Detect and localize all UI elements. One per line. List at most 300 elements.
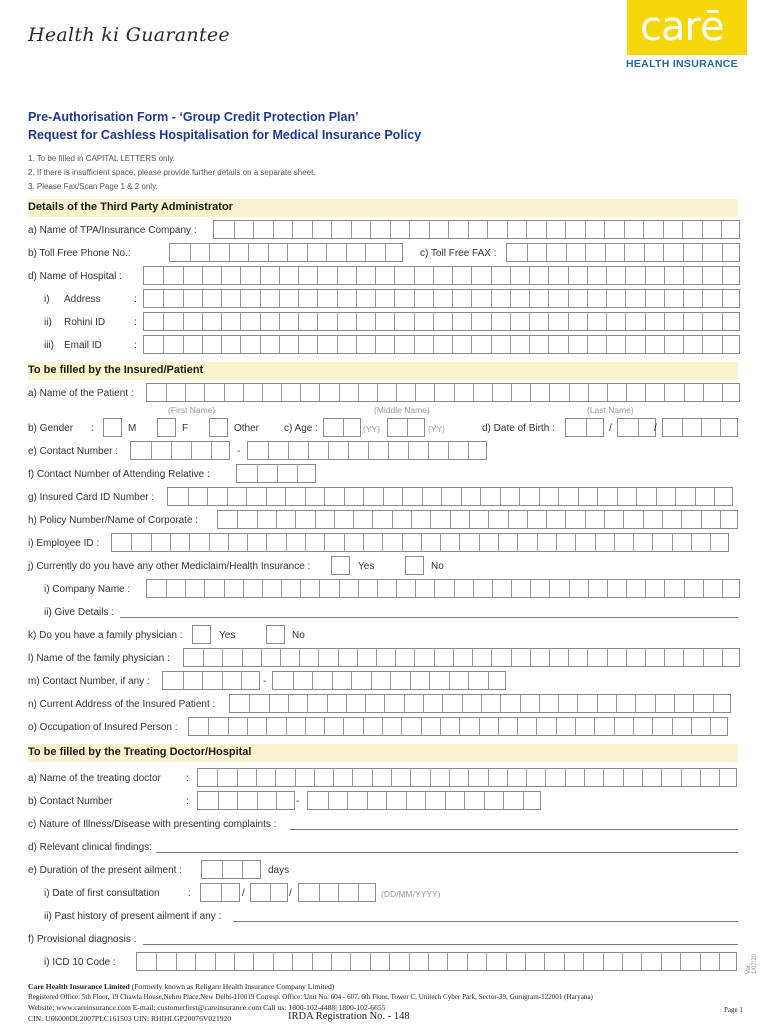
contact-code-boxes[interactable] xyxy=(130,441,230,460)
box-divider xyxy=(344,534,345,551)
box-divider xyxy=(500,695,501,712)
contact-dash: - xyxy=(237,446,241,457)
box-divider xyxy=(202,672,203,689)
box-divider xyxy=(209,534,210,551)
box-divider xyxy=(390,221,391,238)
box-divider xyxy=(370,953,371,970)
toll-free-fax-label: c) Toll Free FAX : xyxy=(420,248,497,259)
other-insurance-no-checkbox[interactable] xyxy=(405,556,424,575)
physician-contact-number-boxes[interactable] xyxy=(272,671,506,690)
box-divider xyxy=(257,511,258,528)
box-divider xyxy=(189,534,190,551)
doctor-contact-code-boxes[interactable] xyxy=(197,791,295,810)
other-insurance-yes-label: Yes xyxy=(358,561,375,572)
box-divider xyxy=(595,534,596,551)
email-id-boxes[interactable] xyxy=(143,335,740,354)
box-divider xyxy=(392,511,393,528)
patient-name-boxes[interactable] xyxy=(146,383,740,402)
toll-free-phone-boxes[interactable] xyxy=(169,243,403,262)
box-divider xyxy=(270,884,271,901)
family-physician-no-checkbox[interactable] xyxy=(266,625,285,644)
box-divider xyxy=(452,290,453,307)
box-divider xyxy=(568,649,569,666)
box-divider xyxy=(468,221,469,238)
box-divider xyxy=(607,384,608,401)
box-divider xyxy=(569,580,570,597)
clinical-findings-line[interactable] xyxy=(156,852,738,853)
box-divider xyxy=(520,695,521,712)
box-divider xyxy=(434,384,435,401)
box-divider xyxy=(603,953,604,970)
box-divider xyxy=(588,580,589,597)
ailment-duration-days: days xyxy=(268,865,290,876)
box-divider xyxy=(269,695,270,712)
box-divider xyxy=(721,221,722,238)
box-divider xyxy=(527,244,528,261)
box-divider xyxy=(328,442,329,459)
box-divider xyxy=(663,244,664,261)
box-divider xyxy=(473,580,474,597)
box-divider xyxy=(492,384,493,401)
rohini-id-boxes[interactable] xyxy=(143,312,740,331)
box-divider xyxy=(633,718,634,735)
dob-month-boxes[interactable] xyxy=(617,418,656,437)
email-label: Email ID xyxy=(64,340,102,351)
box-divider xyxy=(396,580,397,597)
box-divider xyxy=(544,953,545,970)
box-divider xyxy=(331,221,332,238)
box-divider xyxy=(183,290,184,307)
box-divider xyxy=(586,419,587,436)
box-divider xyxy=(305,488,306,505)
logo-subtitle: HEALTH INSURANCE xyxy=(626,58,738,70)
box-divider xyxy=(276,511,277,528)
dob-day-boxes[interactable] xyxy=(565,418,604,437)
treating-doctor-colon: : xyxy=(186,773,189,784)
box-divider xyxy=(389,953,390,970)
box-divider xyxy=(375,336,376,353)
box-divider xyxy=(371,672,372,689)
box-divider xyxy=(568,267,569,284)
box-divider xyxy=(242,861,243,878)
first-name-hint: (First Name) xyxy=(168,405,216,415)
box-divider xyxy=(171,442,172,459)
box-divider xyxy=(343,419,344,436)
box-divider xyxy=(643,221,644,238)
box-divider xyxy=(222,672,223,689)
box-divider xyxy=(577,695,578,712)
box-divider xyxy=(372,511,373,528)
box-divider xyxy=(286,534,287,551)
box-divider xyxy=(396,384,397,401)
first-consultation-day-boxes[interactable] xyxy=(200,883,240,902)
company-name-label: i) Company Name : xyxy=(44,584,131,595)
physician-name-boxes[interactable] xyxy=(183,648,740,667)
dob-year-boxes[interactable] xyxy=(662,418,738,437)
box-divider xyxy=(433,267,434,284)
box-divider xyxy=(163,267,164,284)
contact-number-boxes[interactable] xyxy=(247,441,487,460)
box-divider xyxy=(190,244,191,261)
box-divider xyxy=(683,649,684,666)
box-divider xyxy=(195,953,196,970)
box-divider xyxy=(382,534,383,551)
policy-number-label: h) Policy Number/Name of Corporate : xyxy=(28,515,199,526)
box-divider xyxy=(472,649,473,666)
box-divider xyxy=(433,290,434,307)
box-divider xyxy=(331,953,332,970)
box-divider xyxy=(429,221,430,238)
box-divider xyxy=(645,313,646,330)
box-divider xyxy=(411,511,412,528)
family-physician-yes-checkbox[interactable] xyxy=(192,625,211,644)
provisional-diagnosis-line[interactable] xyxy=(143,944,738,945)
gender-other-checkbox[interactable] xyxy=(209,418,228,437)
physician-name-label: l) Name of the family physician : xyxy=(28,653,170,664)
box-divider xyxy=(597,488,598,505)
section-patient-heading: To be filled by the Insured/Patient xyxy=(28,362,738,380)
box-divider xyxy=(508,511,509,528)
box-divider xyxy=(242,649,243,666)
box-divider xyxy=(185,580,186,597)
box-divider xyxy=(222,861,223,878)
physician-contact-code-boxes[interactable] xyxy=(162,671,260,690)
box-divider xyxy=(558,695,559,712)
age-years-boxes[interactable] xyxy=(323,418,361,437)
box-divider xyxy=(459,534,460,551)
box-divider xyxy=(556,718,557,735)
box-divider xyxy=(539,695,540,712)
box-divider xyxy=(221,267,222,284)
box-divider xyxy=(249,695,250,712)
doctor-contact-colon: : xyxy=(186,796,189,807)
box-divider xyxy=(585,221,586,238)
family-physician-label: k) Do you have a family physician : xyxy=(28,630,183,641)
box-divider xyxy=(394,290,395,307)
box-divider xyxy=(221,336,222,353)
box-divider xyxy=(356,267,357,284)
box-divider xyxy=(481,695,482,712)
other-insurance-yes-checkbox[interactable] xyxy=(331,556,350,575)
tpa-name-boxes[interactable] xyxy=(213,220,740,239)
box-divider xyxy=(299,649,300,666)
company-name-boxes[interactable] xyxy=(146,579,740,598)
box-divider xyxy=(202,313,203,330)
box-divider xyxy=(204,580,205,597)
box-divider xyxy=(664,313,665,330)
box-divider xyxy=(262,580,263,597)
gender-f-checkbox[interactable] xyxy=(157,418,176,437)
box-divider xyxy=(597,695,598,712)
box-divider xyxy=(295,769,296,786)
box-divider xyxy=(652,718,653,735)
age-months-boxes[interactable] xyxy=(387,418,425,437)
box-divider xyxy=(356,313,357,330)
box-divider xyxy=(414,290,415,307)
box-divider xyxy=(614,718,615,735)
other-insurance-no-label: No xyxy=(431,561,444,572)
box-divider xyxy=(298,267,299,284)
physician-contact-dash: - xyxy=(263,676,267,687)
box-divider xyxy=(328,792,329,809)
box-divider xyxy=(375,267,376,284)
doctor-contact-number-boxes[interactable] xyxy=(307,791,541,810)
box-divider xyxy=(241,672,242,689)
box-divider xyxy=(702,290,703,307)
rohini-colon: : xyxy=(134,317,137,328)
box-divider xyxy=(452,313,453,330)
box-divider xyxy=(529,290,530,307)
box-divider xyxy=(722,580,723,597)
box-divider xyxy=(484,792,485,809)
box-divider xyxy=(339,384,340,401)
relative-contact-boxes[interactable] xyxy=(236,464,316,483)
box-divider xyxy=(672,718,673,735)
box-divider xyxy=(224,384,225,401)
box-divider xyxy=(545,769,546,786)
box-divider xyxy=(641,953,642,970)
box-divider xyxy=(722,336,723,353)
illness-nature-line[interactable] xyxy=(290,829,738,830)
box-divider xyxy=(722,267,723,284)
box-divider xyxy=(358,384,359,401)
box-divider xyxy=(266,718,267,735)
rohini-label: Rohini ID xyxy=(64,317,106,328)
box-divider xyxy=(517,718,518,735)
box-divider xyxy=(479,534,480,551)
box-divider xyxy=(384,695,385,712)
box-divider xyxy=(307,244,308,261)
box-divider xyxy=(607,649,608,666)
box-divider xyxy=(491,290,492,307)
box-divider xyxy=(722,313,723,330)
ailment-duration-label: e) Duration of the present ailment : xyxy=(28,865,182,876)
occupation-boxes[interactable] xyxy=(188,717,728,736)
box-divider xyxy=(702,336,703,353)
gender-m-checkbox[interactable] xyxy=(103,418,122,437)
box-divider xyxy=(414,267,415,284)
doctor-contact-dash: - xyxy=(296,796,300,807)
hospital-name-boxes[interactable] xyxy=(143,266,740,285)
box-divider xyxy=(183,313,184,330)
box-divider xyxy=(702,313,703,330)
box-divider xyxy=(614,534,615,551)
occupation-label: o) Occupation of Insured Person : xyxy=(28,722,178,733)
box-divider xyxy=(356,290,357,307)
toll-free-fax-boxes[interactable] xyxy=(506,243,740,262)
box-divider xyxy=(507,769,508,786)
box-divider xyxy=(202,267,203,284)
box-divider xyxy=(719,769,720,786)
current-address-boxes[interactable] xyxy=(229,694,731,713)
box-divider xyxy=(526,769,527,786)
box-divider xyxy=(645,290,646,307)
box-divider xyxy=(606,313,607,330)
box-divider xyxy=(292,221,293,238)
box-divider xyxy=(702,244,703,261)
box-divider xyxy=(656,488,657,505)
box-divider xyxy=(260,313,261,330)
box-divider xyxy=(240,336,241,353)
box-divider xyxy=(229,244,230,261)
box-divider xyxy=(672,534,673,551)
box-divider xyxy=(693,695,694,712)
box-divider xyxy=(346,695,347,712)
box-divider xyxy=(587,336,588,353)
footer-address: Registered Office: 5th Floor, 19 Chawla House,Nehru Place,New Delhi-110019 Corresp. Office: Unit No. 604 - 607, 6th Floor, Tower C, Unitech Cyber Park, Sector-39, Gurugram-122001 (Haryana) xyxy=(28,993,593,1001)
box-divider xyxy=(218,792,219,809)
box-divider xyxy=(406,792,407,809)
box-divider xyxy=(606,267,607,284)
box-divider xyxy=(519,488,520,505)
box-divider xyxy=(691,534,692,551)
box-divider xyxy=(578,488,579,505)
box-divider xyxy=(344,488,345,505)
version-label: Ver. 1/07/20 xyxy=(746,953,758,974)
box-divider xyxy=(337,267,338,284)
box-divider xyxy=(351,221,352,238)
box-divider xyxy=(203,649,204,666)
address-boxes[interactable] xyxy=(143,289,740,308)
box-divider xyxy=(409,953,410,970)
box-divider xyxy=(353,511,354,528)
box-divider xyxy=(430,511,431,528)
box-divider xyxy=(312,221,313,238)
box-divider xyxy=(468,672,469,689)
box-divider xyxy=(583,953,584,970)
box-divider xyxy=(454,384,455,401)
first-consultation-year-boxes[interactable] xyxy=(298,883,376,902)
box-divider xyxy=(491,313,492,330)
box-divider xyxy=(488,769,489,786)
employee-id-label: i) Employee ID : xyxy=(28,538,100,549)
box-divider xyxy=(217,769,218,786)
box-divider xyxy=(486,953,487,970)
box-divider xyxy=(370,221,371,238)
box-divider xyxy=(410,672,411,689)
box-divider xyxy=(402,534,403,551)
box-divider xyxy=(401,718,402,735)
box-divider xyxy=(510,313,511,330)
box-divider xyxy=(664,384,665,401)
box-divider xyxy=(372,769,373,786)
box-divider xyxy=(312,672,313,689)
box-divider xyxy=(510,267,511,284)
last-name-hint: (Last Name) xyxy=(587,405,634,415)
box-divider xyxy=(332,672,333,689)
box-divider xyxy=(404,695,405,712)
employee-id-boxes[interactable] xyxy=(111,533,729,552)
box-divider xyxy=(131,534,132,551)
box-divider xyxy=(266,534,267,551)
box-divider xyxy=(414,313,415,330)
box-divider xyxy=(626,649,627,666)
give-details-line[interactable] xyxy=(120,617,738,618)
box-divider xyxy=(170,534,171,551)
address-num: i) xyxy=(44,294,50,305)
box-divider xyxy=(506,953,507,970)
box-divider xyxy=(537,534,538,551)
policy-number-boxes[interactable] xyxy=(217,510,738,529)
box-divider xyxy=(277,465,278,482)
box-divider xyxy=(358,884,359,901)
care-logo: carē xyxy=(640,4,724,50)
box-divider xyxy=(564,953,565,970)
box-divider xyxy=(530,580,531,597)
box-divider xyxy=(467,953,468,970)
patient-name-label: a) Name of the Patient : xyxy=(28,388,134,399)
box-divider xyxy=(428,442,429,459)
box-divider xyxy=(188,488,189,505)
box-divider xyxy=(350,953,351,970)
box-divider xyxy=(305,718,306,735)
footer-contact: Website: www.careinsurance.com E-mail: customerfirst@careinsurance.com Call us: 1800-102-4488| 1800-102-6655 xyxy=(28,1003,386,1012)
treating-doctor-boxes[interactable] xyxy=(197,768,737,787)
box-divider xyxy=(305,534,306,551)
box-divider xyxy=(365,244,366,261)
box-divider xyxy=(447,953,448,970)
box-divider xyxy=(237,792,238,809)
box-divider xyxy=(703,384,704,401)
box-divider xyxy=(221,313,222,330)
box-divider xyxy=(333,769,334,786)
box-divider xyxy=(343,718,344,735)
box-divider xyxy=(368,442,369,459)
tpa-name-label: a) Name of TPA/Insurance Company : xyxy=(28,225,197,236)
box-divider xyxy=(452,267,453,284)
age-yy-hint-2: (YY) xyxy=(428,424,445,434)
box-divider xyxy=(185,384,186,401)
box-divider xyxy=(605,244,606,261)
box-divider xyxy=(163,313,164,330)
past-history-line[interactable] xyxy=(233,921,738,922)
box-divider xyxy=(587,313,588,330)
box-divider xyxy=(558,488,559,505)
box-divider xyxy=(491,336,492,353)
box-divider xyxy=(207,488,208,505)
box-divider xyxy=(536,718,537,735)
dob-slash-1: / xyxy=(609,423,612,434)
box-divider xyxy=(587,267,588,284)
box-divider xyxy=(511,384,512,401)
box-divider xyxy=(402,488,403,505)
ailment-duration-boxes[interactable] xyxy=(201,860,261,879)
box-divider xyxy=(276,792,277,809)
insured-card-boxes[interactable] xyxy=(167,487,733,506)
box-divider xyxy=(221,290,222,307)
box-divider xyxy=(700,769,701,786)
box-divider xyxy=(338,649,339,666)
box-divider xyxy=(240,267,241,284)
icd-code-boxes[interactable] xyxy=(136,952,737,971)
first-consultation-month-boxes[interactable] xyxy=(250,883,288,902)
box-divider xyxy=(661,769,662,786)
box-divider xyxy=(183,267,184,284)
box-divider xyxy=(260,336,261,353)
box-divider xyxy=(163,336,164,353)
box-divider xyxy=(664,649,665,666)
box-divider xyxy=(722,384,723,401)
box-divider xyxy=(548,336,549,353)
box-divider xyxy=(445,792,446,809)
box-divider xyxy=(565,511,566,528)
box-divider xyxy=(298,336,299,353)
box-divider xyxy=(227,488,228,505)
box-divider xyxy=(479,718,480,735)
family-physician-yes-label: Yes xyxy=(219,630,236,641)
box-divider xyxy=(636,488,637,505)
box-divider xyxy=(645,649,646,666)
